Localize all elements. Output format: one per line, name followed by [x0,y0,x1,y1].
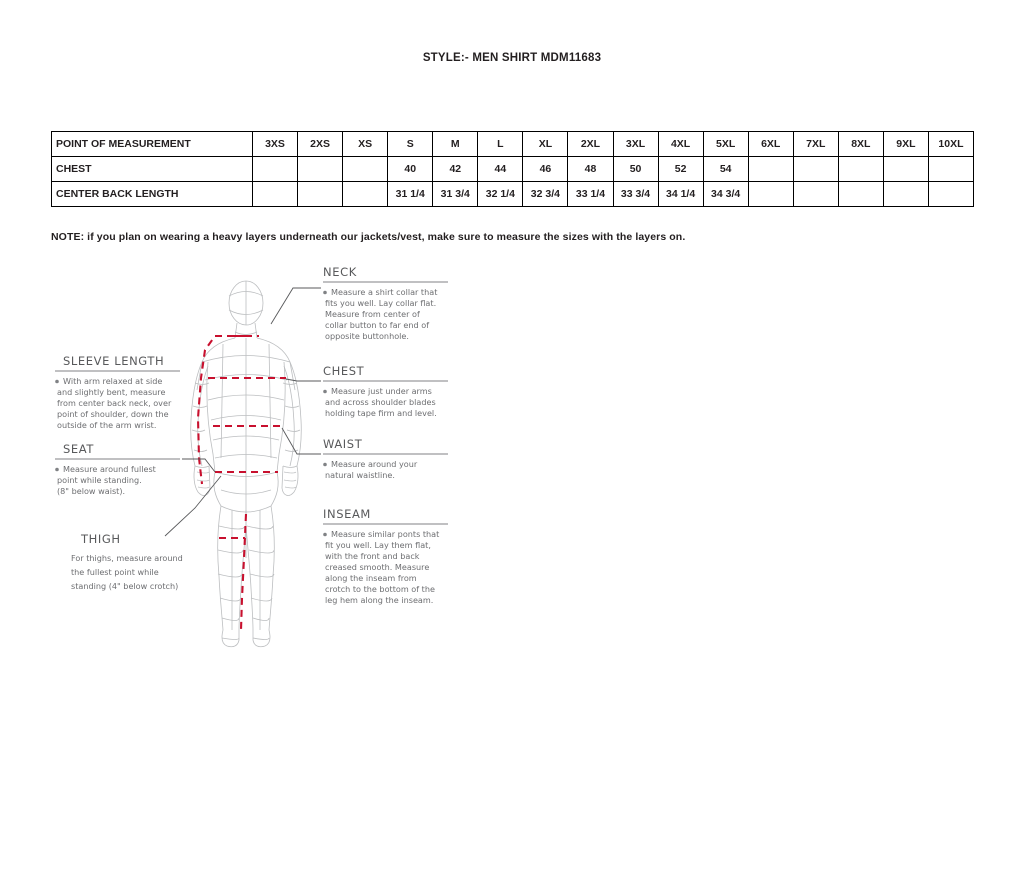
callout-chest-title: CHEST [323,364,365,378]
callout-thigh-body: For thighs, measure around the fullest point while standing (4" below crotch) [71,553,183,591]
table-header-cell-m: M [433,132,478,157]
table-row [52,157,974,182]
cell-chest-10xl [928,157,973,182]
cell-cbl-xs [343,182,388,207]
cell-chest-s: 40 [388,157,433,182]
cell-cbl-4xl: 34 1/4 [658,182,703,207]
table-header-row [52,132,974,157]
cell-chest-5xl: 54 [703,157,748,182]
cell-chest-m: 42 [433,157,478,182]
cell-cbl-8xl [838,182,883,207]
cell-cbl-s: 31 1/4 [388,182,433,207]
cell-chest-9xl [883,157,928,182]
cell-cbl-10xl [928,182,973,207]
cell-chest-2xs [298,157,343,182]
row-label-chest: CHEST [52,157,253,182]
table-header-cell-xs: XS [343,132,388,157]
callout-neck-title: NECK [323,265,357,279]
callout-seat [55,442,215,496]
cell-cbl-m: 31 3/4 [433,182,478,207]
table-header-cell-5xl: 5XL [703,132,748,157]
cell-chest-3xs [253,157,298,182]
cell-cbl-xl: 32 3/4 [523,182,568,207]
row-label-center-back-length: CENTER BACK LENGTH [52,182,253,207]
cell-cbl-5xl: 34 3/4 [703,182,748,207]
callout-chest [286,364,448,418]
measurement-note: NOTE: if you plan on wearing a heavy layers underneath our jackets/vest, make sure to measure the sizes with the layers on. [51,231,686,243]
cell-chest-4xl: 52 [658,157,703,182]
callout-inseam-body: Measure similar ponts that fit you well. Lay them flat, with the front and back creased smooth. Measure along the inseam from crotch to the bottom of the leg hem along the inseam. [325,529,440,605]
callout-seat-title: SEAT [63,442,94,456]
cell-chest-xl: 46 [523,157,568,182]
measurement-diagram [45,258,515,658]
cell-chest-6xl [748,157,793,182]
cell-cbl-7xl [793,182,838,207]
table-header-cell-8xl: 8XL [838,132,883,157]
table-header-cell-4xl: 4XL [658,132,703,157]
callout-sleeve-length-body: With arm relaxed at side and slightly bent, measure from center back neck, over point of shoulder, down the outside of the arm wrist. [57,376,172,430]
callout-neck [271,265,448,341]
table-header-cell-3xs: 3XS [253,132,298,157]
table-row [52,182,974,207]
callout-sleeve-length-title: SLEEVE LENGTH [63,354,165,368]
size-chart-table [51,131,974,207]
callout-sleeve-length [55,354,180,430]
callout-waist [282,428,448,480]
page-title: STYLE:- MEN SHIRT MDM11683 [422,52,602,64]
callout-waist-title: WAIST [323,437,363,451]
table-header-cell-6xl: 6XL [748,132,793,157]
cell-chest-2xl: 48 [568,157,613,182]
callout-waist-body: Measure around your natural waistline. [325,459,418,480]
cell-cbl-l: 32 1/4 [478,182,523,207]
cell-chest-l: 44 [478,157,523,182]
table-header-cell-point-of-measurement: POINT OF MEASUREMENT [52,132,253,157]
callout-inseam-title: INSEAM [323,507,371,521]
cell-chest-3xl: 50 [613,157,658,182]
table-header-cell-2xl: 2XL [568,132,613,157]
cell-cbl-2xs [298,182,343,207]
table-header-cell-9xl: 9XL [883,132,928,157]
table-header-cell-l: L [478,132,523,157]
table-header-cell-3xl: 3XL [613,132,658,157]
cell-cbl-3xs [253,182,298,207]
cell-cbl-3xl: 33 3/4 [613,182,658,207]
callout-seat-body: Measure around fullest point while standing. (8" below waist). [57,464,156,496]
cell-chest-8xl [838,157,883,182]
cell-chest-xs [343,157,388,182]
callout-chest-body: Measure just under arms and across shoulder blades holding tape firm and level. [325,386,437,418]
table-header-cell-2xs: 2XS [298,132,343,157]
callout-thigh-title: THIGH [81,532,121,546]
table-header-cell-xl: XL [523,132,568,157]
callout-inseam [323,507,448,605]
table-header-cell-s: S [388,132,433,157]
cell-cbl-9xl [883,182,928,207]
table-header-cell-10xl: 10XL [928,132,973,157]
cell-cbl-2xl: 33 1/4 [568,182,613,207]
cell-cbl-6xl [748,182,793,207]
callout-neck-body: Measure a shirt collar that fits you well. Lay collar flat. Measure from center of collar button to far end of opposite buttonhole. [325,287,438,341]
cell-chest-7xl [793,157,838,182]
table-header-cell-7xl: 7XL [793,132,838,157]
